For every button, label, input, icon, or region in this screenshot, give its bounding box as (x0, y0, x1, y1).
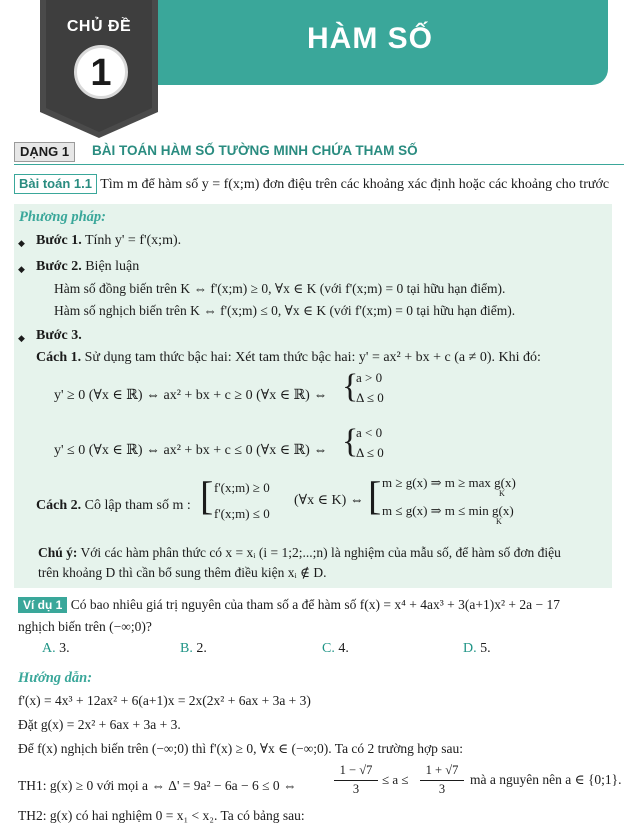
brace-icon: { (342, 423, 359, 460)
step3: Bước 3. (36, 328, 82, 343)
cach2-r1: m ≥ g(x) ⇒ m ≥ max g(x) (382, 475, 516, 490)
frac1-num: 1 − √7 (339, 763, 373, 777)
method-panel (14, 204, 612, 588)
bullet-icon: ◆ (18, 333, 25, 343)
cach2-mid: (∀x ∈ K) ⇔ (294, 493, 364, 508)
section-divider (14, 164, 624, 165)
section-heading (14, 142, 634, 162)
option-a[interactable]: A. 3. (42, 641, 70, 656)
section-title: BÀI TOÁN HÀM SỐ TƯỜNG MINH CHỨA THAM SỐ (92, 143, 418, 158)
example-tag: Ví dụ 1 (18, 597, 67, 613)
cach2-sub-min: K (496, 517, 502, 526)
method-title: Phương pháp: (19, 209, 106, 225)
cond2-b: Δ ≤ 0 (356, 445, 384, 460)
cach2-sys2: f'(x;m) ≤ 0 (214, 506, 270, 521)
bullet-icon: ◆ (18, 264, 25, 274)
condition-negative: y' ≤ 0 (∀x ∈ ℝ) ⇔ ax² + bx + c ≤ 0 (∀x ∈ ℝ) ⇔ (54, 443, 328, 458)
solution-ineq: ≤ a ≤ (382, 772, 409, 787)
problem-statement (14, 174, 634, 194)
method-1: Cách 1. Sử dụng tam thức bậc hai: Xét tam thức bậc hai: y' = ax² + bx + c (a ≠ 0). Khi đó: (36, 350, 541, 365)
cond1-b: Δ ≤ 0 (356, 390, 384, 405)
chapter-header-bar (98, 0, 608, 85)
solution-title: Hướng dẫn: (18, 670, 93, 686)
solution-line2: Đặt g(x) = 2x² + 6ax + 3a + 3. (18, 717, 181, 732)
condition-positive: y' ≥ 0 (∀x ∈ ℝ) ⇔ ax² + bx + c ≥ 0 (∀x ∈ ℝ) ⇔ (54, 388, 328, 403)
step2: Bước 2. Biện luận (36, 259, 140, 274)
step1: Bước 1. Tính y' = f'(x;m). (36, 233, 182, 248)
brace-icon: { (342, 368, 359, 405)
increasing-condition: Hàm số đồng biến trên K ⇔ f'(x;m) ≥ 0, ∀x ∈ K (với f'(x;m) = 0 tại hữu hạn điểm). (54, 281, 506, 296)
section-tag: DẠNG 1 (14, 142, 75, 162)
problem-text: Tìm m để hàm số y = f(x;m) đơn điệu trên các khoảng xác định hoặc các khoảng cho trước (100, 177, 610, 192)
cond2-a: a < 0 (356, 425, 383, 440)
cach2-r2: m ≤ g(x) ⇒ m ≤ min g(x) (382, 503, 514, 518)
solution-line1: f'(x) = 4x³ + 12ax² + 6(a+1)x = 2x(2x² + 6ax + 3a + 3) (18, 693, 311, 708)
note: Chú ý: Với các hàm phân thức có x = xᵢ (i = 1;2;...;n) là nghiệm của mẫu số, để hàm số đơn điệu (38, 545, 561, 560)
bullet-icon: ◆ (18, 238, 25, 248)
chapter-title: HÀM SỐ (307, 22, 433, 55)
decreasing-condition: Hàm số nghịch biến trên K ⇔ f'(x;m) ≤ 0, ∀x ∈ K (với f'(x;m) = 0 tại hữu hạn điểm). (54, 303, 516, 318)
solution-line5: TH2: g(x) có hai nghiệm 0 = x₁ < x₂. Ta có bảng sau: (18, 808, 305, 823)
example-question-line2: nghịch biến trên (−∞;0)? (18, 619, 152, 634)
bracket-icon: [ (200, 473, 214, 518)
fraction-bar (334, 780, 378, 781)
option-c[interactable]: C. 4. (322, 641, 349, 656)
problem-tag: Bài toán 1.1 (14, 174, 97, 194)
frac2-den: 3 (438, 782, 446, 796)
cach2-sub-max: K (499, 489, 505, 498)
solution-line4-end: mà a nguyên nên a ∈ {0;1}. (470, 772, 622, 787)
note-line2: trên khoảng D thì cần bổ sung thêm điều kiện xᵢ ∉ D. (38, 565, 327, 580)
method-2: Cách 2. Cô lập tham số m : (36, 498, 191, 513)
frac1-den: 3 (352, 782, 360, 796)
solution-line4: TH1: g(x) ≥ 0 với mọi a ⇔ Δ' = 9a² − 6a − 6 ≤ 0 ⇔ (18, 778, 297, 793)
frac2-num: 1 + √7 (425, 763, 459, 777)
solution-line3: Để f(x) nghịch biến trên (−∞;0) thì f'(x) ≥ 0, ∀x ∈ (−∞;0). Ta có 2 trường hợp sau: (18, 741, 464, 756)
chapter-label: CHỦ ĐỀ (66, 18, 132, 35)
cond1-a: a > 0 (356, 370, 383, 385)
option-b[interactable]: B. 2. (180, 641, 207, 656)
cach2-sys1: f'(x;m) ≥ 0 (214, 480, 270, 495)
bracket-icon: [ (368, 473, 382, 518)
example-question: Ví dụ 1 Có bao nhiêu giá trị nguyên của tham số a để hàm số f(x) = x⁴ + 4ax³ + 3(a+1)x² + 2a − 17 (18, 597, 560, 613)
option-d[interactable]: D. 5. (463, 641, 491, 656)
chapter-number: 1 (74, 45, 128, 99)
fraction-bar (420, 780, 464, 781)
